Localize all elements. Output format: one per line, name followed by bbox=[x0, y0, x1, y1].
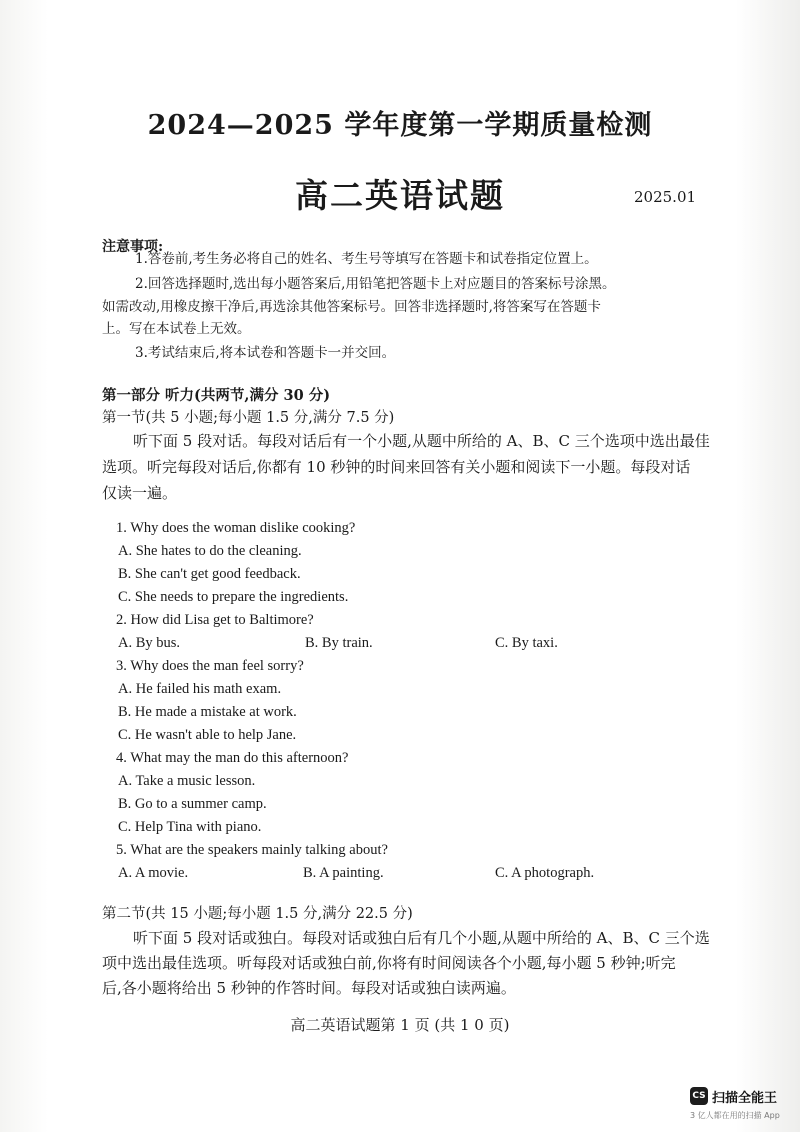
scanner-logo-icon: CS bbox=[690, 1087, 708, 1105]
section-1-instructions-line-3: 仅读一遍。 bbox=[102, 484, 178, 502]
paper-title: 高二英语试题 bbox=[295, 176, 505, 215]
note-item-2-line-3: 上。写在本试卷上无效。 bbox=[102, 321, 251, 337]
question-5: 5. What are the speakers mainly talking about? bbox=[116, 842, 388, 858]
scanner-app-name: 扫描全能王 bbox=[712, 1091, 778, 1106]
note-item-2-line-1: 2.回答选择题时,选出每小题答案后,用铅笔把答题卡上对应题目的答案标号涂黑。 bbox=[135, 276, 616, 292]
question-2-option-a: A. By bus. bbox=[118, 635, 181, 651]
question-2-option-c: C. By taxi. bbox=[495, 635, 558, 651]
question-2: 2. How did Lisa get to Baltimore? bbox=[116, 612, 314, 628]
question-5-option-a: A. A movie. bbox=[118, 865, 189, 881]
note-item-2-line-2: 如需改动,用橡皮擦干净后,再选涂其他答案标号。回答非选择题时,将答案写在答题卡 bbox=[102, 299, 601, 315]
question-3: 3. Why does the man feel sorry? bbox=[116, 658, 304, 674]
question-3-option-b: B. He made a mistake at work. bbox=[118, 704, 297, 720]
part-1-title: 第一部分 听力(共两节,满分 30 分) bbox=[102, 387, 331, 404]
question-1-option-b: B. She can't get good feedback. bbox=[118, 566, 301, 582]
question-5-option-c: C. A photograph. bbox=[495, 865, 595, 881]
question-1: 1. Why does the woman dislike cooking? bbox=[116, 520, 356, 536]
section-1-instructions-line-2: 选项。听完每段对话后,你都有 10 秒钟的时间来回答有关小题和阅读下一小题。每段对话 bbox=[102, 458, 691, 476]
question-4-option-b: B. Go to a summer camp. bbox=[118, 796, 267, 812]
question-2-option-b: B. By train. bbox=[305, 635, 373, 651]
notes-heading: 注意事项: bbox=[102, 239, 164, 255]
section-2-instructions-line-1: 听下面 5 段对话或独白。每段对话或独白后有几个小题,从题中所给的 A、B、C 三个选 bbox=[133, 929, 710, 947]
page-footer: 高二英语试题第 1 页 (共 1 0 页) bbox=[290, 1016, 510, 1034]
question-3-option-a: A. He failed his math exam. bbox=[118, 681, 282, 697]
question-1-option-c: C. She needs to prepare the ingredients. bbox=[118, 589, 349, 605]
section-1-instructions-line-1: 听下面 5 段对话。每段对话后有一个小题,从题中所给的 A、B、C 三个选项中选出最佳 bbox=[133, 432, 710, 450]
section-2-title: 第二节(共 15 小题;每小题 1.5 分,满分 22.5 分) bbox=[102, 906, 413, 922]
exam-title: 2024—2025 学年度第一学期质量检测 bbox=[147, 110, 653, 141]
section-1-title: 第一节(共 5 小题;每小题 1.5 分,满分 7.5 分) bbox=[102, 410, 395, 426]
question-3-option-c: C. He wasn't able to help Jane. bbox=[118, 727, 297, 743]
question-5-option-b: B. A painting. bbox=[303, 865, 384, 881]
scanner-watermark bbox=[690, 1085, 792, 1107]
note-item-1: 1.答卷前,考生务必将自己的姓名、考生号等填写在答题卡和试卷指定位置上。 bbox=[135, 251, 598, 267]
section-2-instructions-line-2: 项中选出最佳选项。听每段对话或独白前,你将有时间阅读各个小题,每小题 5 秒钟;听完 bbox=[102, 954, 676, 972]
exam-date: 2025.01 bbox=[634, 188, 697, 206]
scanner-tagline: 3 亿人都在用的扫描 App bbox=[690, 1111, 780, 1120]
question-1-option-a: A. She hates to do the cleaning. bbox=[118, 543, 302, 559]
question-4: 4. What may the man do this afternoon? bbox=[116, 750, 349, 766]
question-4-option-c: C. Help Tina with piano. bbox=[118, 819, 262, 835]
note-item-3: 3.考试结束后,将本试卷和答题卡一并交回。 bbox=[135, 345, 396, 361]
question-4-option-a: A. Take a music lesson. bbox=[118, 773, 256, 789]
section-2-instructions-line-3: 后,各小题将给出 5 秒钟的作答时间。每段对话或独白读两遍。 bbox=[102, 979, 516, 997]
